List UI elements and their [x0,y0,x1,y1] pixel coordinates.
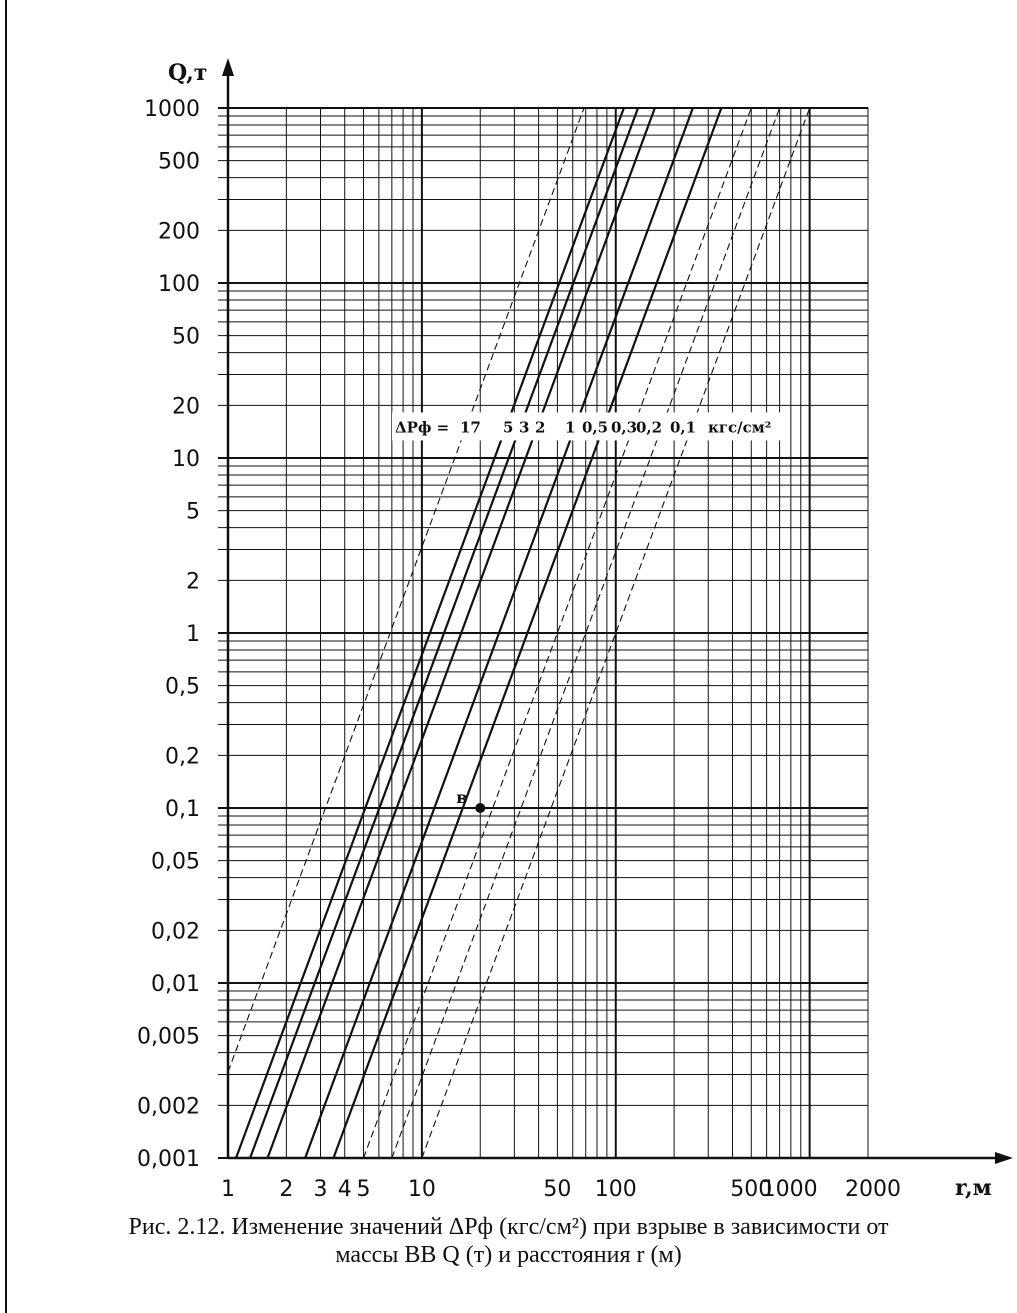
x-tick-label: 4 [337,1177,352,1202]
y-tick-label: 5 [186,499,200,525]
axes [222,58,1013,1164]
y-tick-label: 0,001 [137,1147,200,1172]
x-tick-label: 50 [543,1177,572,1202]
y-tick-label: 20 [172,394,200,420]
figure-caption [0,1213,1017,1269]
y-axis-label: Q,т [168,60,208,86]
curve-labels [392,412,782,440]
curve-line-17 [228,108,584,1072]
y-axis-arrow [222,58,234,76]
x-tick-label: 2000 [845,1177,901,1202]
y-tick-label: 0,005 [137,1024,200,1050]
y-tick-labels [137,97,200,1172]
y-tick-label: 1 [186,622,200,647]
point-label: в [456,788,468,807]
x-tick-label: 5 [356,1177,371,1202]
point-marker [475,803,485,813]
curve-label-2: 2 [535,418,546,437]
y-tick-label: 0,1 [165,797,200,822]
x-tick-label: 10 [407,1177,436,1202]
x-tick-labels [221,1177,901,1202]
caption-line-1: Рис. 2.12. Изменение значений ΔPф (кгс/см²) при взрыве в зависимости от [128,1214,889,1240]
curve-label-1: 1 [565,418,576,437]
x-tick-label: 1000 [761,1177,818,1202]
y-tick-label: 1000 [144,97,200,122]
y-tick-label: 50 [172,324,200,350]
y-tick-label: 100 [158,272,200,297]
curve-label-3: 3 [519,418,530,437]
curve-label-prefix: ΔPф = [395,418,450,437]
y-tick-label: 10 [172,447,200,472]
curve-label-0-3: 0,3 [611,418,638,437]
y-tick-label: 0,002 [137,1094,200,1120]
curve-label-0-2: 0,2 [636,418,663,437]
y-tick-label: 0,01 [151,972,200,997]
x-axis-label: r,м [955,1175,992,1201]
x-tick-label: 1 [221,1177,235,1202]
plot-grid [218,108,868,1158]
curve-label-5: 5 [503,418,514,437]
curve-label-unit: кгс/см² [708,418,772,437]
y-tick-label: 200 [158,219,200,245]
x-axis-arrow [995,1152,1013,1164]
caption-line-2: массы ВВ Q (т) и расстояния r (м) [335,1242,682,1268]
y-tick-label: 2 [186,569,200,595]
x-tick-label: 500 [730,1177,773,1202]
x-tick-label: 2 [279,1177,294,1202]
x-tick-label: 3 [313,1177,328,1202]
curve-label-0-5: 0,5 [582,418,609,437]
y-tick-label: 0,02 [151,919,200,945]
curve-label-0-1: 0,1 [670,418,697,437]
y-tick-label: 0,2 [165,744,200,770]
curve-label-17: 17 [460,418,481,437]
x-tick-label: 100 [594,1177,637,1202]
y-tick-label: 500 [158,149,200,175]
y-tick-label: 0,5 [165,674,200,700]
y-tick-label: 0,05 [151,849,200,875]
